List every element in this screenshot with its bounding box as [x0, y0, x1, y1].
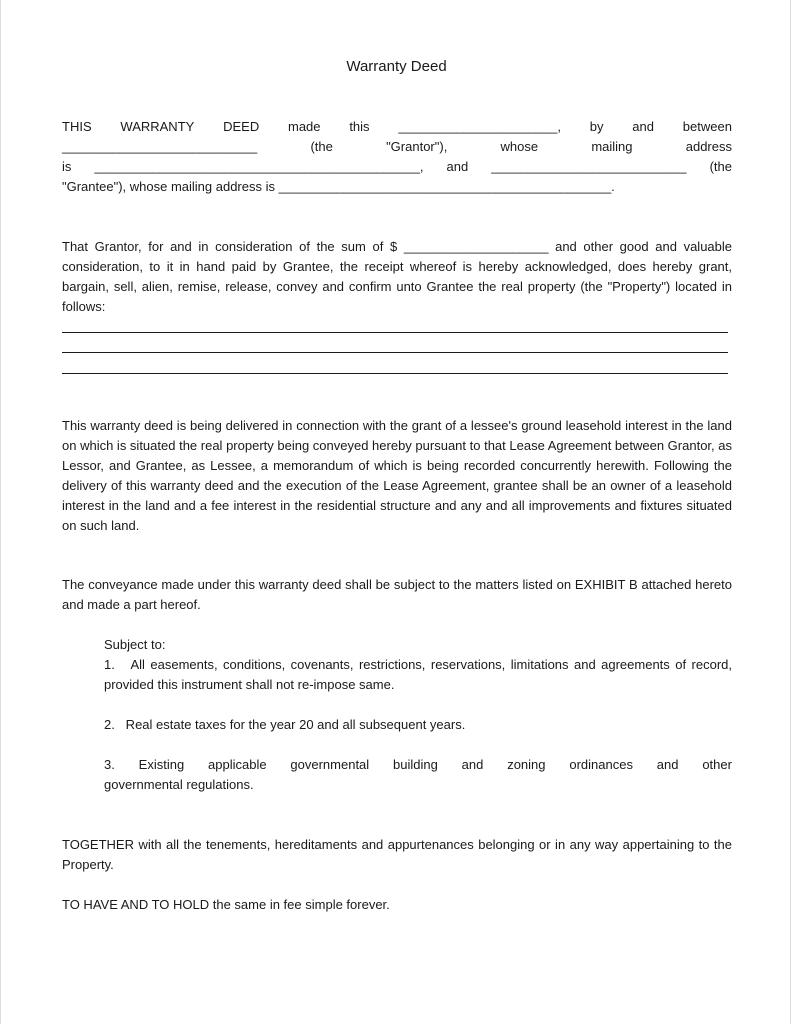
consideration-paragraph: That Grantor, for and in consideration of the sum of $ ____________________ and other good and valuable consideration, to it in hand paid by Grantee, the receipt whereof is hereby acknowledged, does hereby grant, bargain, sell, alien, remise, release, convey and confirm unto Grantee the real property (the "Property") located in follows: [62, 239, 732, 314]
intro-word: is [62, 159, 72, 174]
item-word: applicable [208, 757, 267, 772]
intro-word: this [349, 119, 370, 134]
intro-word: (the [310, 139, 333, 154]
intro-word: address [685, 139, 732, 154]
lease-paragraph: This warranty deed is being delivered in connection with the grant of a lessee's ground leasehold interest in the land on which is situated the real property being conveyed hereby pursuant to that Lease Agreement between Grantor, as Lessor, and Grantee, as Lessee, a memorandum of which is being recorded concurrently herewith. Following the delivery of this warranty deed and the execution of the Lease Agreement, grantee shall be an owner of a leasehold interest in the land and a fee interest in the residential structure and any and all improvements and fixtures situated on such land. [62, 418, 732, 533]
intro-word: WARRANTY [120, 119, 195, 134]
item-word: zoning [507, 757, 546, 772]
intro-word: (the [709, 159, 732, 174]
item-word: governmental [290, 757, 370, 772]
intro-line-4: "Grantee"), whose mailing address is ______________________________________________. [62, 179, 615, 194]
date-blank: ______________________, [398, 119, 561, 134]
intro-word: whose [500, 139, 539, 154]
item-word: Existing [138, 757, 185, 772]
intro-word: by [589, 119, 604, 134]
property-description-line [62, 373, 728, 374]
conveyance-paragraph: The conveyance made under this warranty deed shall be subject to the matters listed on EXHIBIT B attached hereto and made a part hereof. [62, 577, 732, 612]
subject-item-3-line-2: governmental regulations. [104, 777, 254, 792]
subject-to-heading: Subject to: [104, 637, 166, 652]
grantor-address-blank: _____________________________________________, [94, 159, 424, 174]
property-description-line [62, 352, 728, 353]
intro-word: and [632, 119, 654, 134]
intro-word: "Grantor"), [386, 139, 448, 154]
item-word: 3. [104, 757, 115, 772]
document-title: Warranty Deed [346, 58, 447, 75]
together-paragraph: TOGETHER with all the tenements, hereditaments and appurtenances belonging or in any way appertaining to the Property. [62, 837, 732, 872]
item-word: and [461, 757, 484, 772]
item-word: other [702, 757, 732, 772]
item-word: building [393, 757, 438, 772]
subject-item-1: 1. All easements, conditions, covenants, restrictions, reservations, limitations and agreements of record, provided this instrument shall not re-impose same. [104, 657, 736, 692]
intro-line-2 [62, 137, 732, 157]
grantee-name-blank: ___________________________ [491, 159, 687, 174]
habendum-paragraph: TO HAVE AND TO HOLD the same in fee simple forever. [62, 897, 390, 912]
item-word: ordinances [569, 757, 633, 772]
intro-word: THIS [62, 119, 92, 134]
item-word: and [656, 757, 679, 772]
intro-line-1 [62, 117, 732, 137]
subject-item-2: 2. Real estate taxes for the year 20 and all subsequent years. [104, 717, 466, 732]
property-description-line [62, 332, 728, 333]
subject-item-3-line-1 [104, 755, 732, 775]
intro-word: made [288, 119, 321, 134]
intro-word: between [682, 119, 732, 134]
intro-word: and [446, 159, 469, 174]
intro-line-3 [62, 157, 732, 177]
intro-word: DEED [223, 119, 260, 134]
intro-word: mailing [591, 139, 633, 154]
grantor-name-blank: ___________________________ [62, 139, 258, 154]
